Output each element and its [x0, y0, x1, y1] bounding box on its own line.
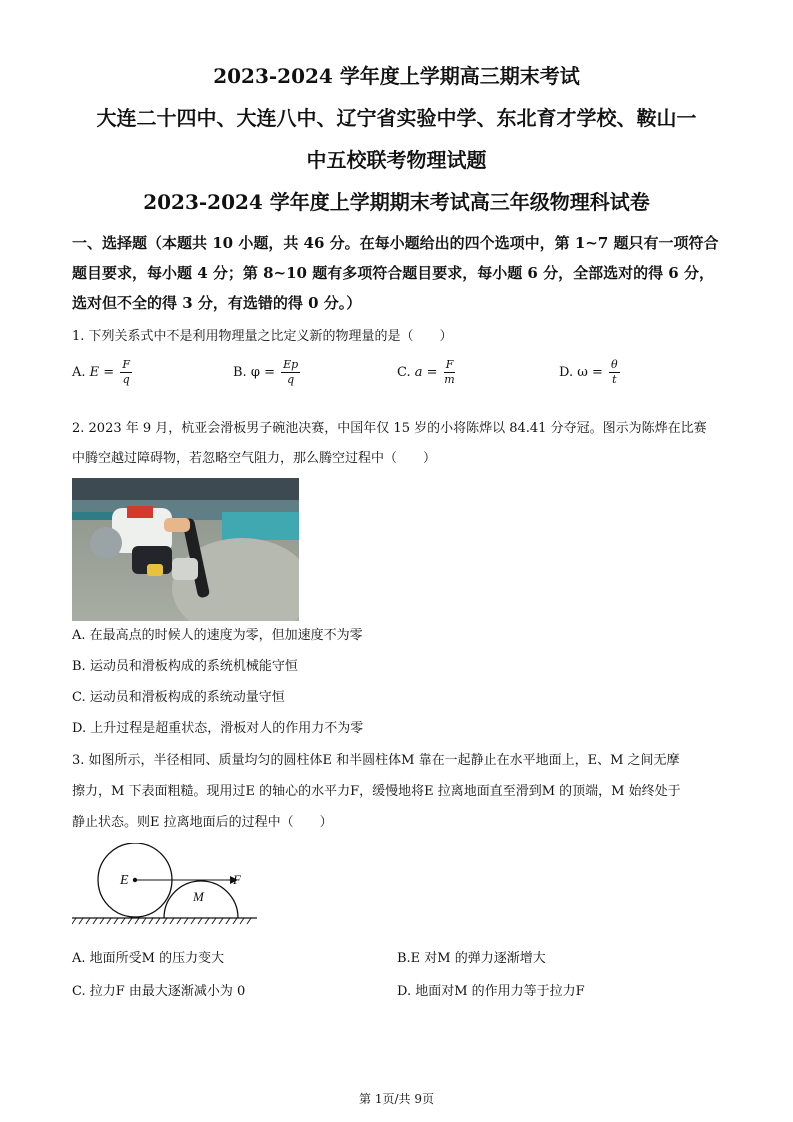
- q2-option-d: D. 上升过程是超重状态，滑板对人的作用力不为零: [72, 721, 364, 736]
- label-f: F: [233, 872, 241, 887]
- option-label: C.: [397, 365, 411, 380]
- exam-title: 2023-2024 学年度上学期高三期末考试: [213, 64, 580, 88]
- skateboarder-photo: [72, 478, 299, 621]
- section-instruction: 一、选择题（本题共 10 小题，共 46 分。在每小题给出的四个选项中，第 1~7 题只有一项符合: [72, 234, 719, 252]
- q1-option-a: A. E = $\frac{F}{q}$: [72, 358, 130, 386]
- q1-option-c: C. a = $\frac{F}{m}$: [397, 358, 455, 386]
- schools-title: 大连二十四中、大连八中、辽宁省实验中学、东北育才学校、鞍山一: [96, 106, 697, 130]
- formula-lhs: a: [414, 365, 423, 380]
- q2-option-a: A. 在最高点的时候人的速度为零，但加速度不为零: [72, 628, 363, 643]
- label-m: M: [193, 889, 204, 904]
- q3-option-b: B.E 对M 的弹力逐渐增大: [397, 951, 546, 966]
- q2-stem-2: 中腾空越过障碍物，若忽略空气阻力，那么腾空过程中（ ）: [72, 451, 437, 466]
- q2-option-c: C. 运动员和滑板构成的系统动量守恒: [72, 690, 285, 705]
- option-label: D.: [559, 365, 574, 380]
- q2-stem: 2. 2023 年 9 月，杭亚会滑板男子碗池决赛，中国年仅 15 岁的小将陈烨以 84.41 分夺冠。图示为陈烨在比赛: [72, 421, 707, 436]
- q1-stem: 1. 下列关系式中不是利用物理量之比定义新的物理量的是（ ）: [72, 329, 453, 344]
- fraction-numerator: Ep: [283, 358, 299, 371]
- q3-stem: 3. 如图所示，半径相同、质量均匀的圆柱体E 和半圆柱体M 靠在一起静止在水平地面上，E、M 之间无摩: [72, 753, 680, 768]
- fraction-denominator: q: [122, 373, 130, 386]
- option-label: A.: [72, 365, 86, 380]
- q2-option-b: B. 运动员和滑板构成的系统机械能守恒: [72, 659, 298, 674]
- fraction-denominator: m: [444, 373, 455, 386]
- schools-title-cont: 中五校联考物理试题: [306, 148, 487, 172]
- q3-option-a: A. 地面所受M 的压力变大: [72, 951, 225, 966]
- fraction-numerator: F: [122, 358, 130, 371]
- cylinder-diagram: [72, 843, 262, 937]
- q3-stem-3: 静止状态。则E 拉离地面后的过程中（ ）: [72, 815, 333, 830]
- section-instruction-3: 选对但不全的得 3 分，有选错的得 0 分。）: [72, 294, 362, 312]
- q3-option-d: D. 地面对M 的作用力等于拉力F: [397, 984, 585, 999]
- fraction: [609, 358, 620, 387]
- paper-title: 2023-2024 学年度上学期期末考试高三年级物理科试卷: [143, 190, 650, 214]
- fraction: [444, 358, 456, 387]
- q1-option-d: D. ω = $\frac{\theta}{t}$: [559, 358, 618, 386]
- formula-lhs: ω: [577, 365, 588, 380]
- formula-lhs: E: [89, 365, 100, 380]
- fraction-denominator: t: [612, 373, 617, 386]
- fraction: [120, 358, 132, 387]
- fraction: [281, 358, 300, 387]
- fraction-numerator: F: [445, 358, 454, 371]
- formula-lhs: φ: [250, 365, 260, 380]
- option-label: B.: [233, 365, 247, 380]
- fraction-denominator: q: [287, 373, 295, 386]
- label-e: E: [120, 873, 129, 888]
- q3-stem-2: 擦力，M 下表面粗糙。现用过E 的轴心的水平力F，缓慢地将E 拉离地面直至滑到M 的顶端，M 始终处于: [72, 784, 681, 799]
- fraction-numerator: θ: [611, 358, 618, 371]
- page-number: 第 1页/共 9页: [359, 1092, 434, 1106]
- section-instruction-2: 题目要求，每小题 4 分；第 8~10 题有多项符合题目要求，每小题 6 分，全部选对的得 6 分，: [72, 264, 714, 282]
- q1-option-b: B. φ = $\frac{Ep}{q}$: [233, 358, 299, 386]
- q3-option-c: C. 拉力F 由最大逐渐减小为 0: [72, 984, 246, 999]
